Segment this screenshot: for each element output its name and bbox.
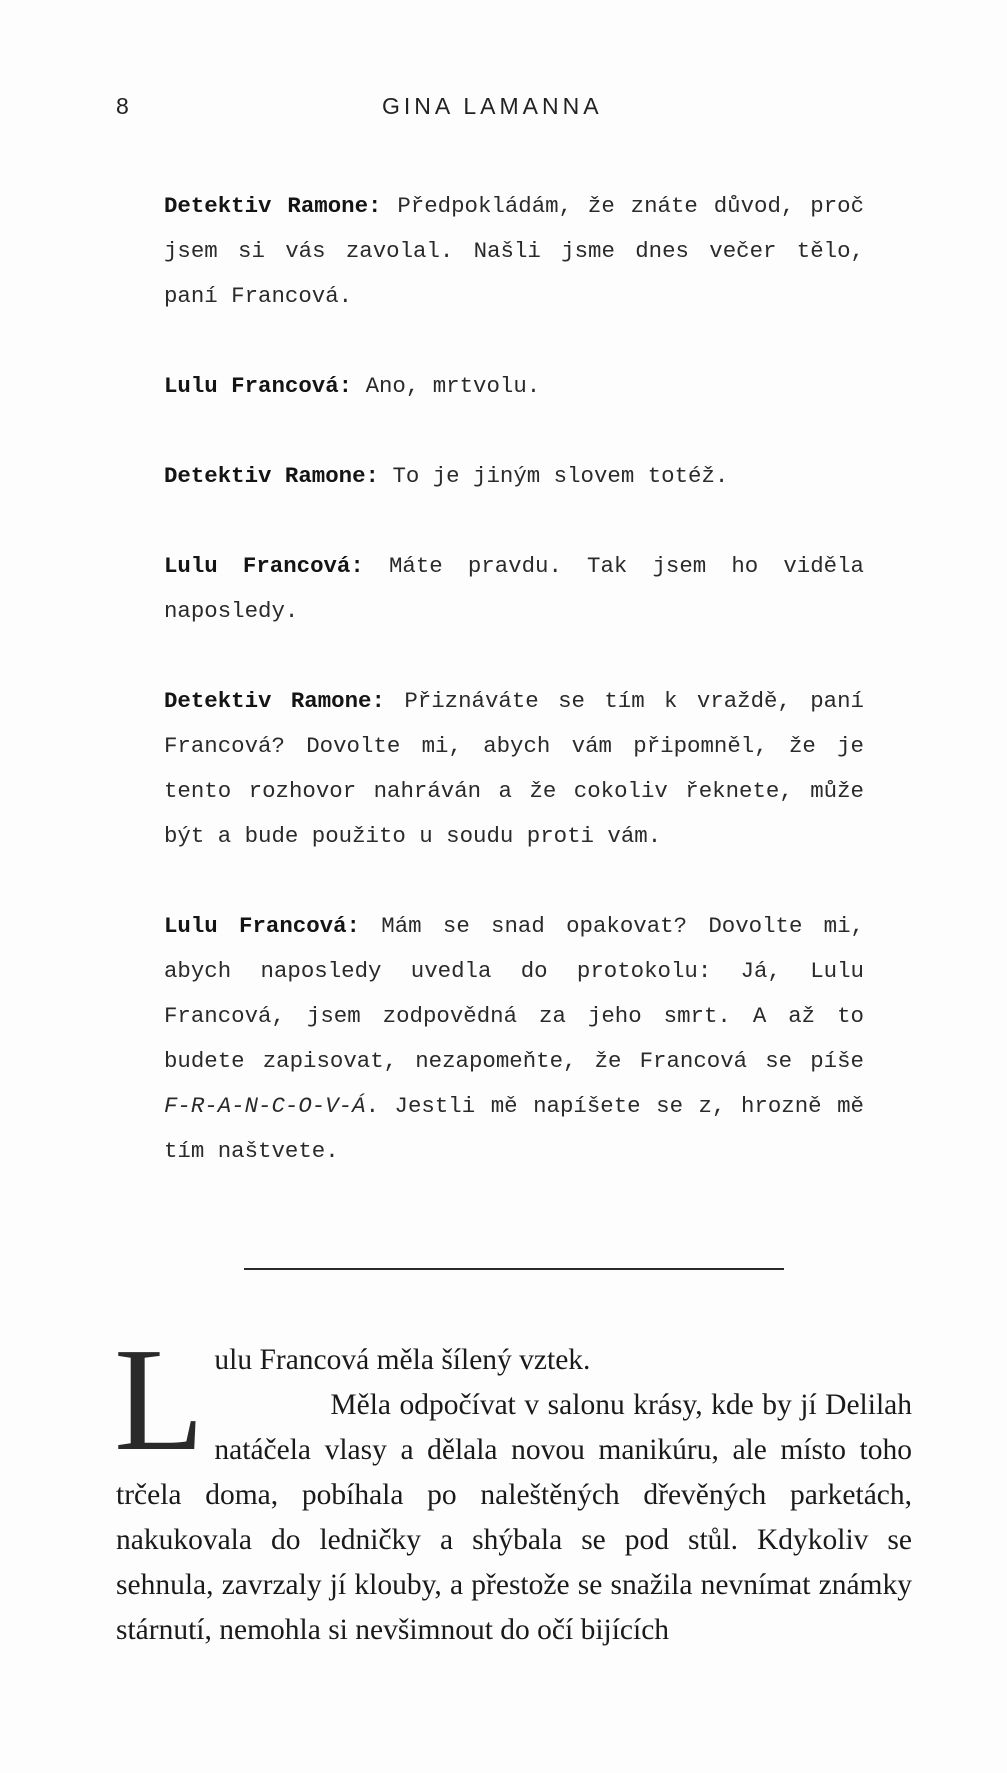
speaker-name: Lulu Francová:: [164, 913, 360, 939]
chapter-text: [114, 1318, 912, 1653]
section-divider: [244, 1268, 784, 1270]
speech-text: Ano, mrtvolu.: [365, 373, 541, 399]
transcript-entry: [164, 679, 864, 859]
speaker-name: Detektiv Ramone:: [164, 688, 385, 714]
speaker-name: Detektiv Ramone:: [164, 463, 379, 489]
running-head-author: GINA LAMANNA: [382, 93, 603, 119]
drop-cap: L: [114, 1318, 205, 1482]
speech-text: Mám se snad opakovat? Dovolte mi, abych naposledy uvedla do protokolu: Já, Lulu Francová, jsem zodpovědná za jeho smrt. A až to budete zapisovat, nezapomeňte, že Francová se píše: [164, 913, 864, 1074]
transcript-entry: [164, 544, 864, 634]
transcript-entry: [164, 184, 864, 319]
transcript-entry: [164, 904, 864, 1174]
page-header: [116, 93, 646, 129]
interrogation-transcript: [164, 184, 864, 1219]
speaker-name: Detektiv Ramone:: [164, 193, 382, 219]
transcript-entry: [164, 364, 864, 409]
spelled-surname: F-R-A-N-C-O-V-Á: [164, 1093, 366, 1119]
speaker-name: Lulu Francová:: [164, 373, 353, 399]
speaker-name: Lulu Francová:: [164, 553, 364, 579]
opening-line: ulu Francová měla šílený vztek.: [214, 1344, 591, 1376]
speech-text: Přiznáváte se tím k vraždě, paní Francová? Dovolte mi, abych vám připomněl, že je tento rozhovor nahráván a že cokoliv řeknete, může být a bude použito u soudu proti vám.: [164, 688, 864, 849]
transcript-entry: [164, 454, 864, 499]
speech-text: Předpokládám, že znáte důvod, proč jsem si vás zavolal. Našli jsme dnes večer tělo, paní Francová.: [164, 193, 864, 309]
speech-text: To je jiným slovem totéž.: [392, 463, 729, 489]
speech-text-end: . Jestli mě napíšete se z, hrozně mě tím naštvete.: [164, 1093, 864, 1164]
paragraph: Měla odpočívat v salonu krásy, kde by jí Delilah natáčela vlasy a dělala novou manikúru, ale místo toho trčela doma, pobíhala po naleštěných dřevěných parketách, nakukovala do ledničky a shýbala se pod stůl. Kdykoliv se sehnula, zavrzaly jí klouby, a přestože se snažila nevnímat známky stárnutí, nemohla si nevšimnout do očí bijících: [116, 1389, 912, 1646]
speech-text: Máte pravdu. Tak jsem ho viděla naposledy.: [164, 553, 864, 624]
page-number: 8: [116, 93, 129, 119]
